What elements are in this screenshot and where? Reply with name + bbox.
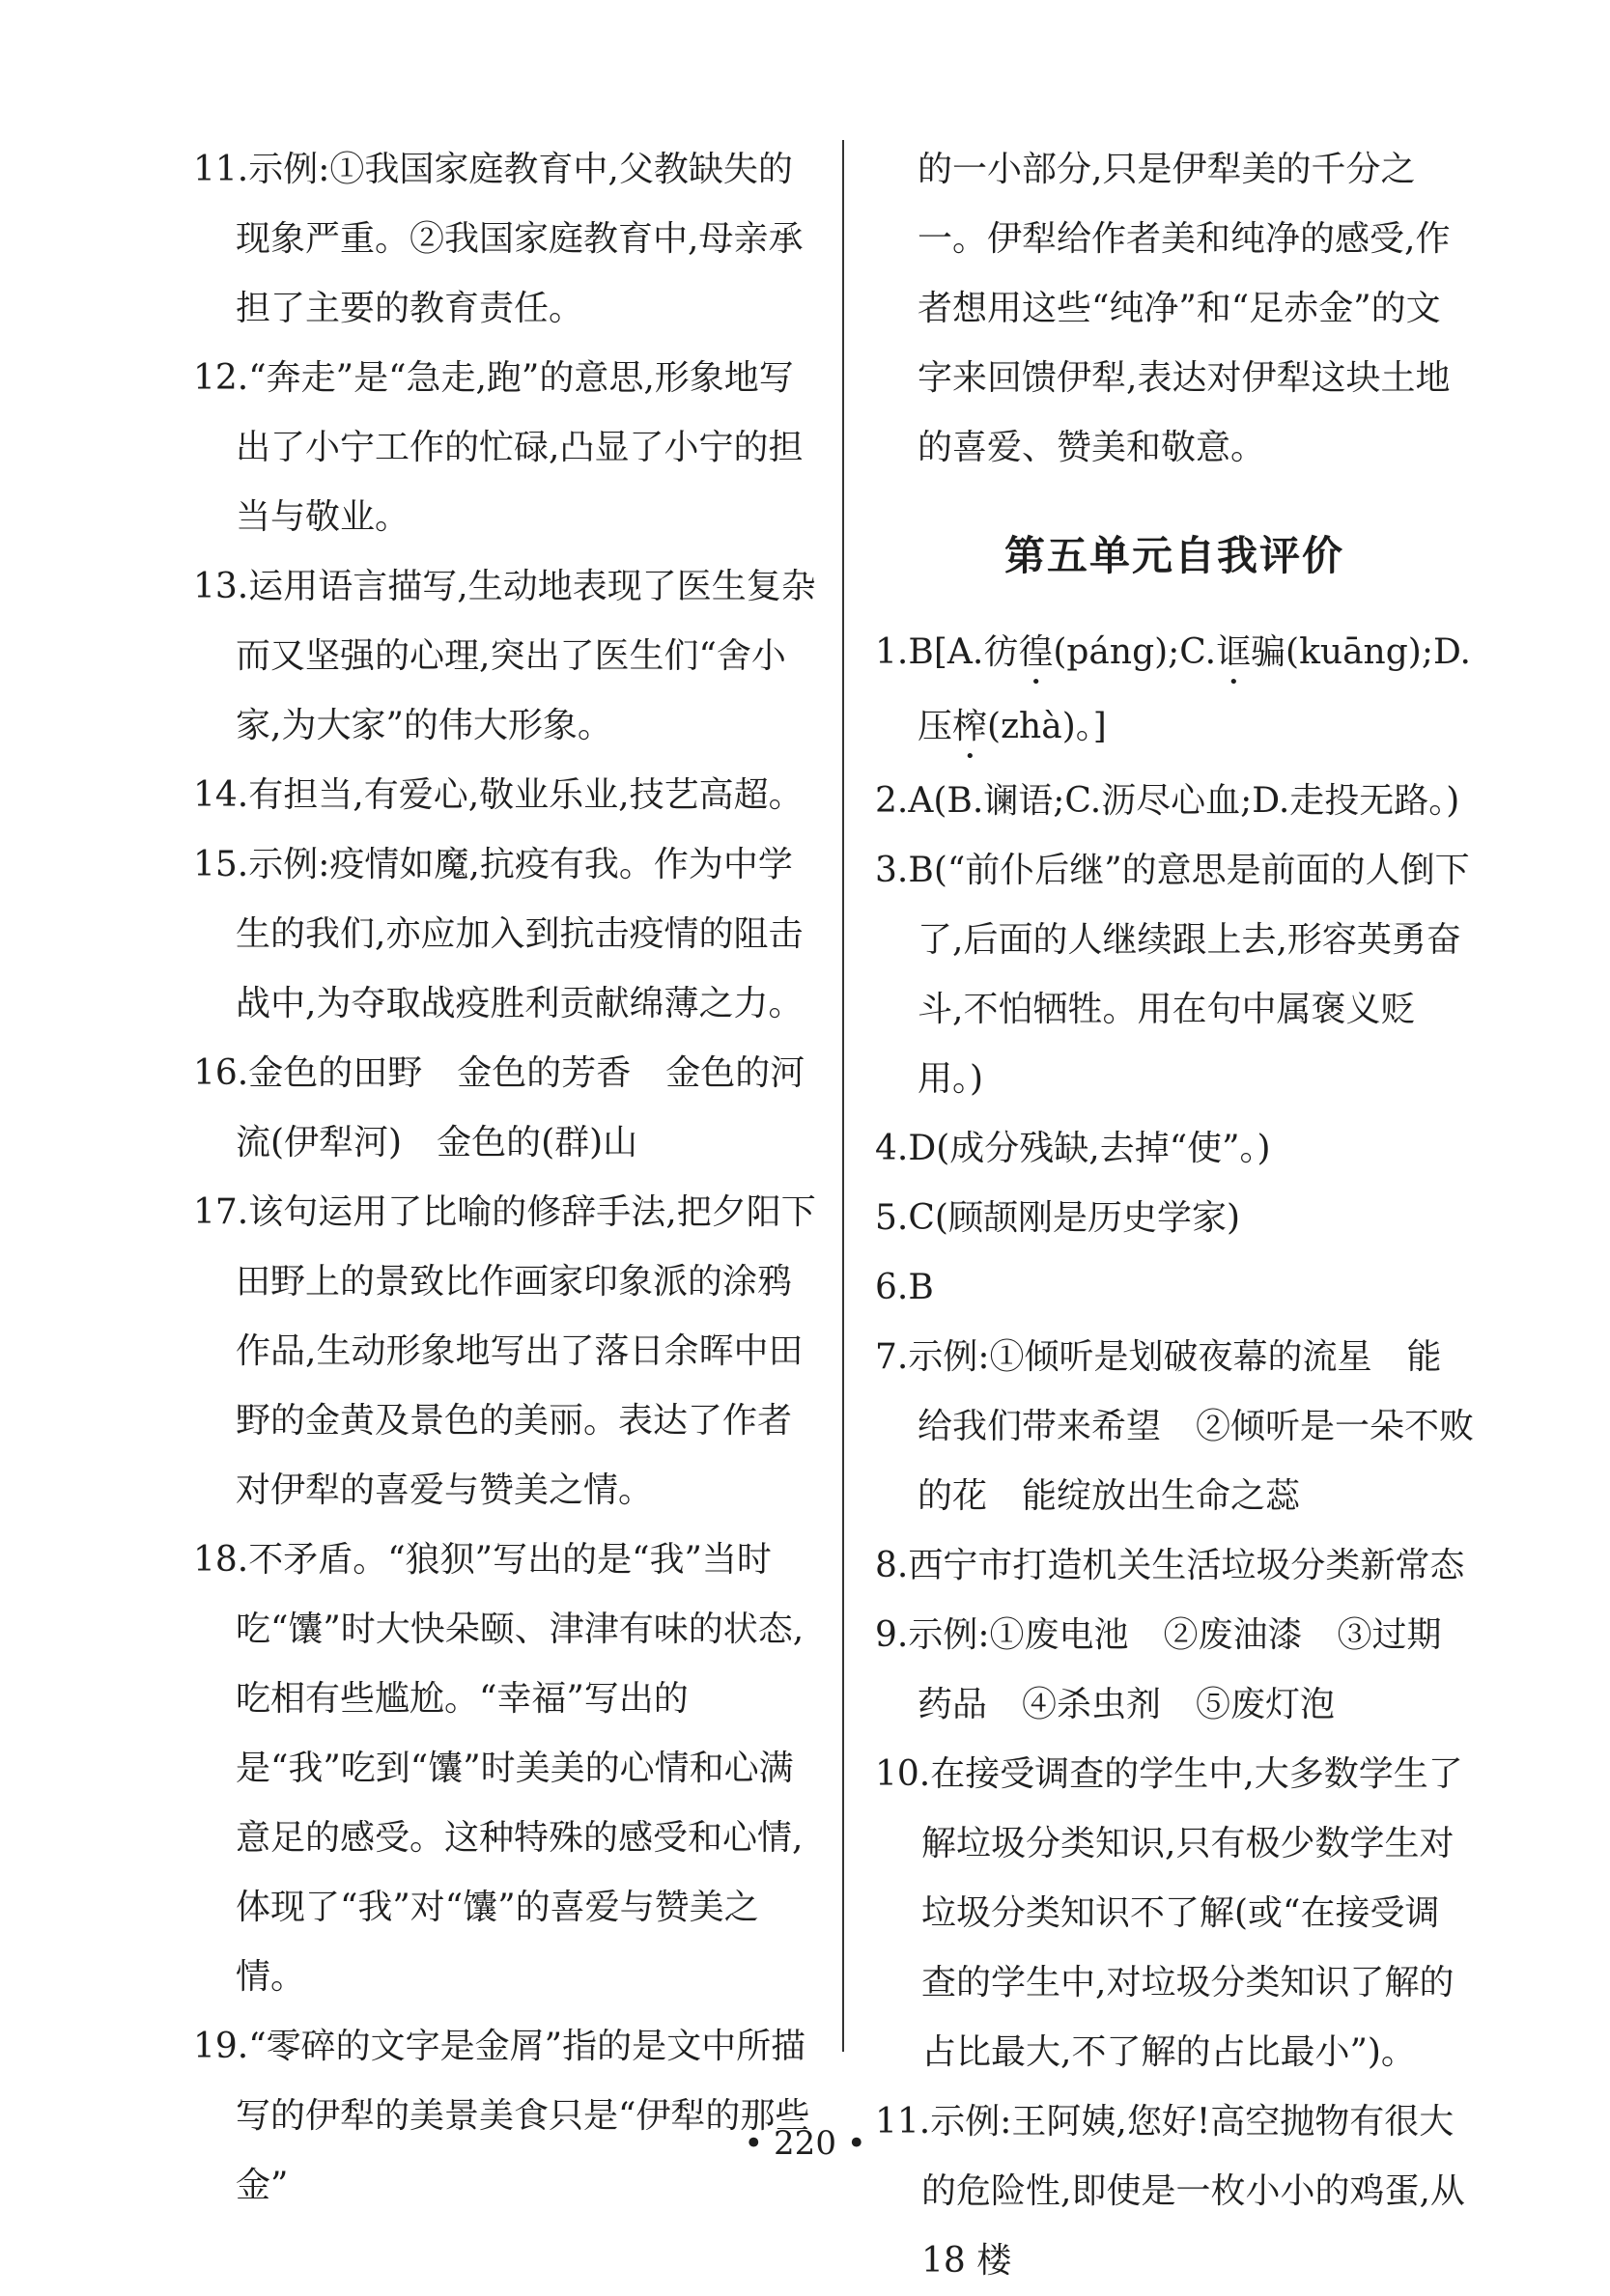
eval-item-8: 8.西宁市打造机关生活垃圾分类新常态 bbox=[875, 1546, 1465, 1585]
eval-item-6: 6.B bbox=[875, 1268, 934, 1307]
emphasis-char: 诓 bbox=[1216, 632, 1252, 672]
eval-item-9: 9.示例:①废电池 ②废油漆 ③过期药品 ④杀虫剂 ⑤废灯泡 bbox=[875, 1615, 1442, 1724]
emphasis-char: 榨 bbox=[952, 707, 988, 746]
eval-item-4: 4.D(成分残缺,去掉“使”。) bbox=[875, 1129, 1271, 1168]
section-title: 第五单元自我评价 bbox=[1003, 532, 1344, 579]
right-column bbox=[875, 135, 1474, 2296]
answer-item-19: 19.“零碎的文字是金屑”指的是文中所描写的伊犁的美景美食只是“伊犁的那些金” bbox=[193, 2027, 810, 2205]
left-column bbox=[193, 135, 816, 2221]
eval-item-3: 3.B(“前仆后继”的意思是前面的人倒下了,后面的人继续跟上去,形容英勇奋斗,不怕牺牲。用在句中属褒义贬用。) bbox=[875, 851, 1470, 1099]
answer-item-16: 16.金色的田野 金色的芳香 金色的河流(伊犁河) 金色的(群)山 bbox=[193, 1053, 805, 1162]
column-divider bbox=[842, 140, 844, 2052]
answer-item-14: 14.有担当,有爱心,敬业乐业,技艺高超。 bbox=[193, 775, 804, 815]
answer-item-11: 11.示例:①我国家庭教育中,父教缺失的现象严重。②我国家庭教育中,母亲承担了主要的教育责任。 bbox=[193, 150, 804, 328]
answer-19-continuation: 的一小部分,只是伊犁美的千分之一。伊犁给作者美和纯净的感受,作者想用这些“纯净”和“足赤金”的文字来回馈伊犁,表达对伊犁这块土地的喜爱、赞美和敬意。 bbox=[918, 150, 1451, 467]
eval-item-2: 2.A(B.谰语;C.沥尽心血;D.走投无路。) bbox=[875, 781, 1460, 821]
page-number: • 220 • bbox=[744, 2124, 866, 2163]
eval-item-7: 7.示例:①倾听是划破夜幕的流星 能给我们带来希望 ②倾听是一朵不败的花 能绽放出生命之蕊 bbox=[875, 1337, 1475, 1516]
eval-item-5: 5.C(顾颉刚是历史学家) bbox=[875, 1198, 1240, 1238]
answer-item-12: 12.“奔走”是“急走,跑”的意思,形象地写出了小宁工作的忙碌,凸显了小宁的担当与敬业。 bbox=[193, 358, 804, 537]
eval-item-11: 11.示例:王阿姨,您好!高空抛物有很大的危险性,即使是一枚小小的鸡蛋,从 18 楼 bbox=[875, 2102, 1465, 2281]
answer-item-15: 15.示例:疫情如魔,抗疫有我。作为中学生的我们,亦应加入到抗击疫情的阻击战中,为夺取战疫胜利贡献绵薄之力。 bbox=[193, 845, 804, 1023]
eval-item-10: 10.在接受调查的学生中,大多数学生了解垃圾分类知识,只有极少数学生对垃圾分类知识不了解(或“在接受调查的学生中,对垃圾分类知识了解的占比最大,不了解的占比最小”)。 bbox=[875, 1754, 1463, 2072]
answer-item-17: 17.该句运用了比喻的修辞手法,把夕阳下田野上的景致比作画家印象派的涂鸦作品,生动形象地写出了落日余晖中田野的金黄及景色的美丽。表达了作者对伊犁的喜爱与赞美之情。 bbox=[193, 1192, 816, 1510]
emphasis-char: 徨 bbox=[1018, 632, 1054, 672]
eval-item-1: 1.B[A.彷徨(páng);C.诓骗(kuāng);D.压榨(zhà)。] bbox=[875, 632, 1471, 746]
answer-item-13: 13.运用语言描写,生动地表现了医生复杂而又坚强的心理,突出了医生们“舍小家,为大家”的伟大形象。 bbox=[193, 567, 816, 745]
answer-item-18: 18.不矛盾。“狼狈”写出的是“我”当时吃“馕”时大快朵颐、津津有味的状态,吃相有些尴尬。“幸福”写出的是“我”吃到“馕”时美美的心情和心满意足的感受。这种特殊的感受和心情,体现了“我”对“馕”的喜爱与赞美之情。 bbox=[193, 1540, 805, 1997]
